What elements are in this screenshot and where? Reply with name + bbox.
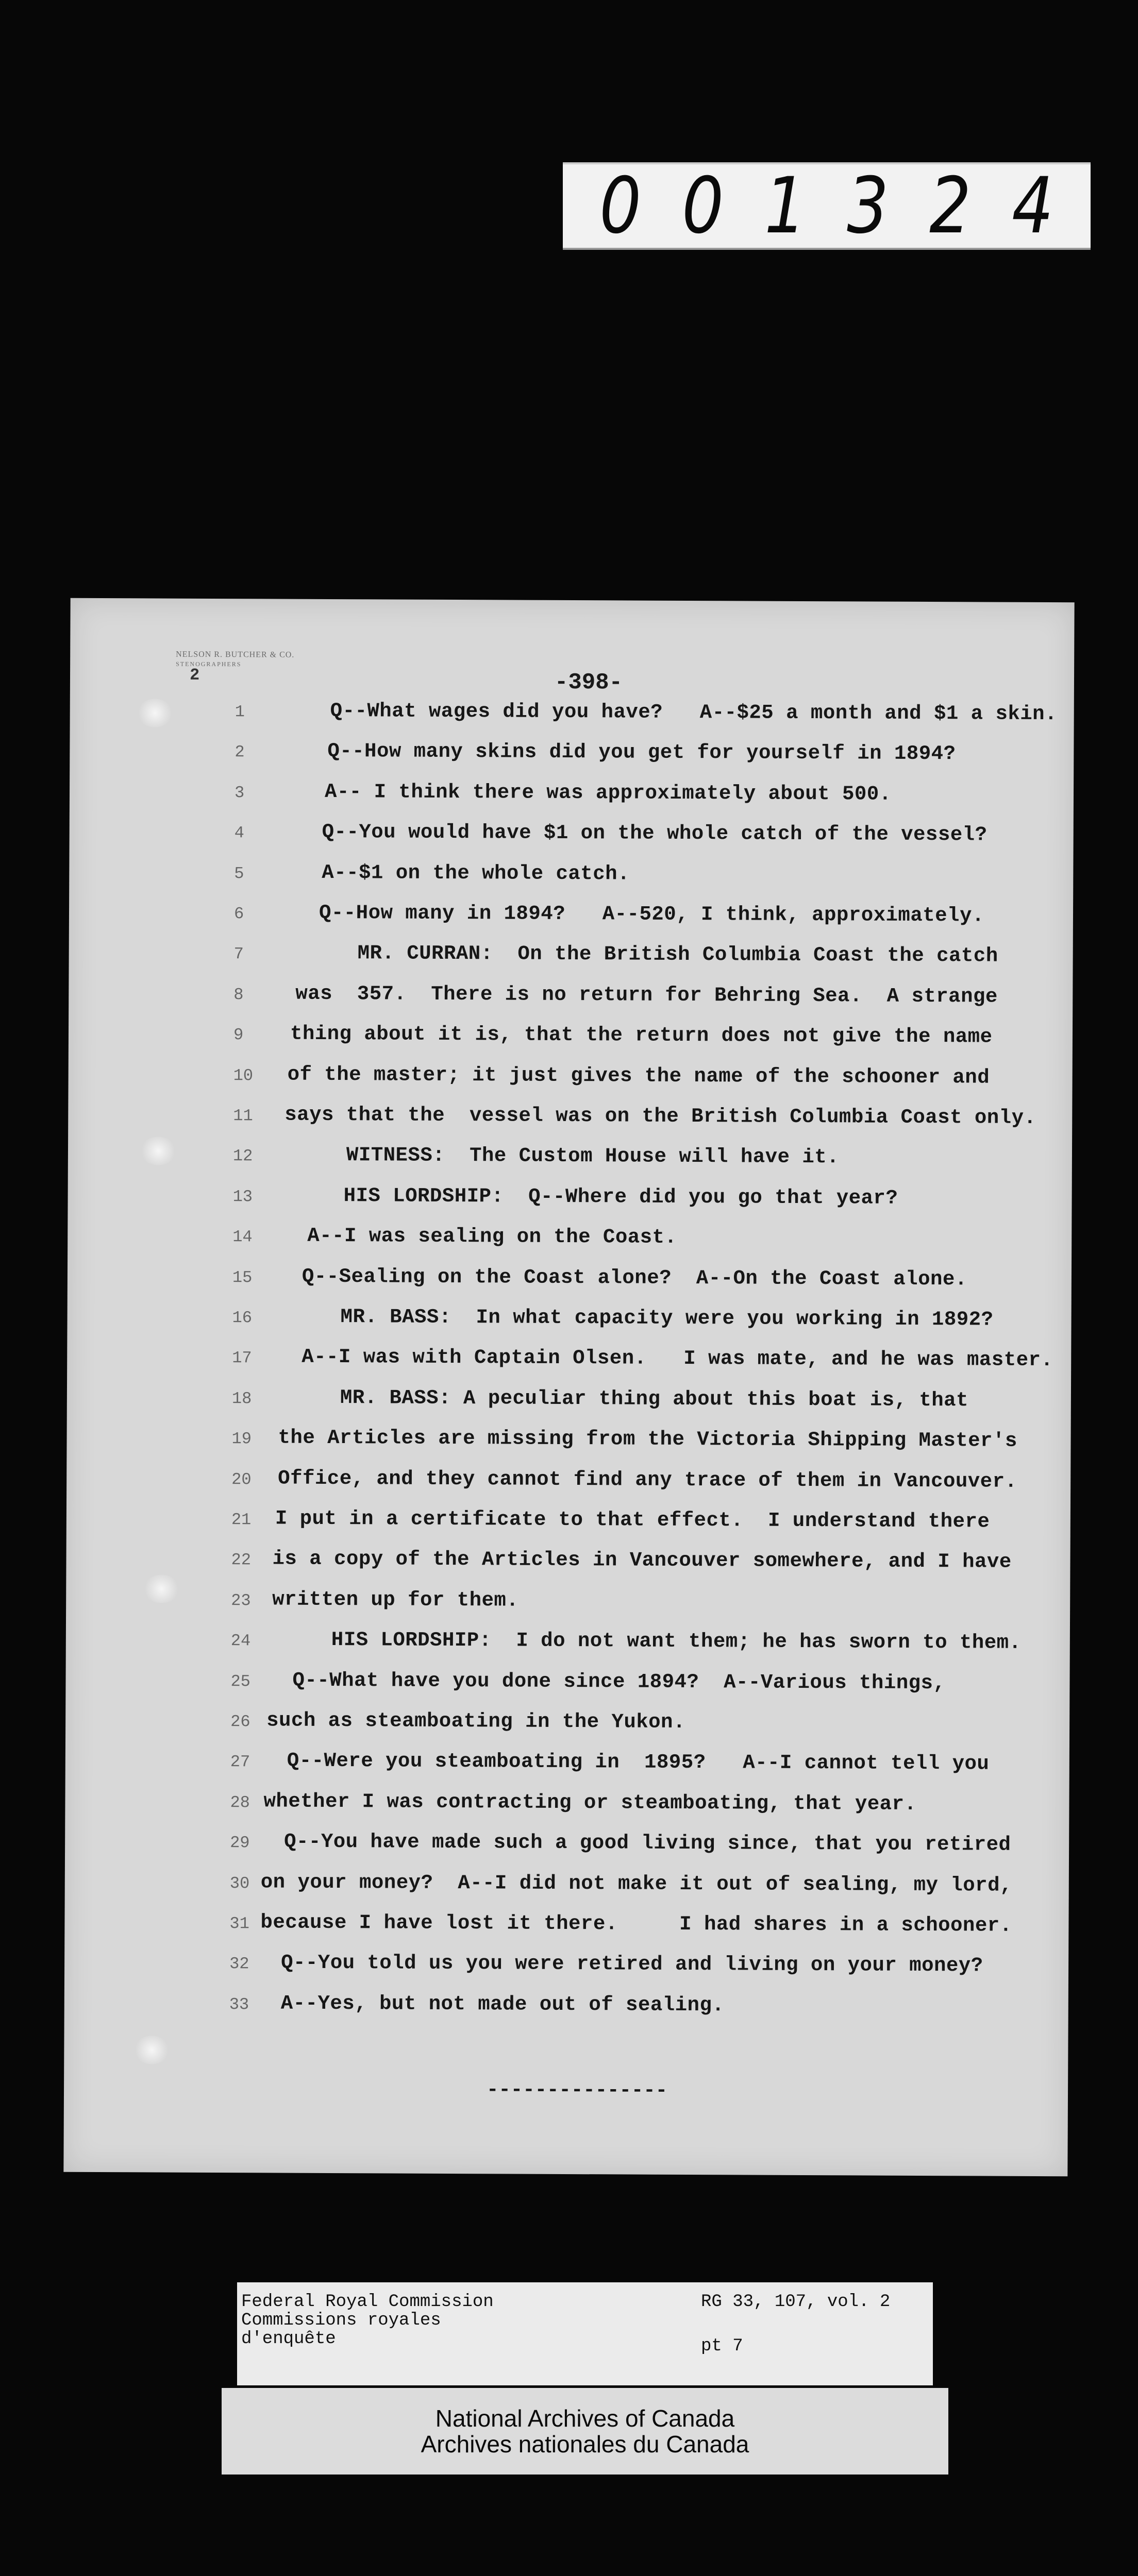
transcript-line: MR. BASS: In what capacity were you working in 1892? bbox=[340, 1306, 994, 1331]
punch-hole bbox=[140, 1137, 176, 1165]
commission-line-2: Commissions royales bbox=[241, 2311, 441, 2330]
transcript-page bbox=[63, 598, 1074, 2176]
transcript-line: Q--You have made such a good living since, that you retired bbox=[284, 1830, 1011, 1856]
line-number: 17 bbox=[232, 1348, 252, 1368]
line-number: 26 bbox=[230, 1712, 250, 1732]
line-number: 10 bbox=[233, 1065, 254, 1085]
frame-digit: 1 bbox=[764, 161, 807, 251]
transcript-line: A--Yes, but not made out of sealing. bbox=[280, 1992, 725, 2017]
transcript-line: MR. BASS: A peculiar thing about this boat is, that bbox=[340, 1386, 969, 1412]
transcript-line: is a copy of the Articles in Vancouver somewhere, and I have bbox=[272, 1547, 1012, 1574]
transcript-line: Q--How many skins did you get for yourself in 1894? bbox=[327, 740, 956, 766]
frame-digit: 0 bbox=[599, 161, 642, 251]
transcript-line: was 357. There is no return for Behring Sea. A strange bbox=[295, 982, 998, 1008]
frame-digit: 0 bbox=[682, 161, 724, 251]
line-number: 1 bbox=[235, 702, 245, 722]
line-number: 33 bbox=[229, 1994, 249, 2014]
line-number: 22 bbox=[231, 1550, 252, 1570]
transcript-line: Q--You would have $1 on the whole catch of the vessel? bbox=[322, 821, 988, 846]
line-number: 7 bbox=[233, 944, 244, 964]
transcript-line: A--I was sealing on the Coast. bbox=[307, 1224, 677, 1249]
line-number: 15 bbox=[232, 1267, 253, 1287]
transcript-line: A--I was with Captain Olsen. I was mate, and he was master. bbox=[302, 1346, 1053, 1372]
line-number: 6 bbox=[233, 904, 244, 924]
line-number: 28 bbox=[230, 1792, 250, 1812]
line-number: 23 bbox=[231, 1590, 251, 1611]
line-number: 30 bbox=[229, 1873, 250, 1893]
transcript-line: HIS LORDSHIP: I do not want them; he has sworn to them. bbox=[331, 1629, 1022, 1655]
line-number: 19 bbox=[231, 1429, 252, 1449]
transcript-line: such as steamboating in the Yukon. bbox=[266, 1709, 685, 1734]
line-number: 25 bbox=[230, 1671, 250, 1691]
commission-line-1: Federal Royal Commission bbox=[241, 2292, 494, 2312]
archives-label bbox=[222, 2388, 948, 2475]
transcript-line: Q--How many in 1894? A--520, I think, approximately. bbox=[319, 901, 984, 927]
line-number: 29 bbox=[230, 1833, 250, 1853]
line-number: 2 bbox=[235, 742, 245, 762]
transcript-line: Q--What have you done since 1894? A--Various things, bbox=[292, 1669, 946, 1694]
punch-hole bbox=[133, 2036, 170, 2064]
archives-name-french: Archives nationales du Canada bbox=[421, 2431, 749, 2458]
transcript-line: HIS LORDSHIP: Q--Where did you go that year? bbox=[343, 1184, 898, 1210]
page-number: -398- bbox=[554, 669, 623, 696]
end-rule: --------------- bbox=[486, 2078, 668, 2102]
archives-name-english: National Archives of Canada bbox=[435, 2405, 735, 2432]
line-number: 16 bbox=[232, 1308, 253, 1328]
transcript-line: says that the vessel was on the British Columbia Coast only. bbox=[284, 1103, 1036, 1129]
line-number: 13 bbox=[232, 1187, 253, 1207]
line-number: 31 bbox=[229, 1914, 249, 1934]
transcript-line: WITNESS: The Custom House will have it. bbox=[346, 1144, 840, 1169]
frame-digit: 2 bbox=[929, 161, 972, 251]
line-number: 3 bbox=[234, 783, 245, 803]
transcript-line: Q--You told us you were retired and living on your money? bbox=[281, 1951, 983, 1977]
transcript-line: Q--Were you steamboating in 1895? A--I cannot tell you bbox=[287, 1750, 990, 1775]
line-number: 27 bbox=[230, 1752, 250, 1772]
punch-hole bbox=[143, 1574, 179, 1603]
line-number: 20 bbox=[231, 1469, 252, 1489]
transcript-line: Q--Sealing on the Coast alone? A--On the Coast alone. bbox=[302, 1265, 967, 1291]
transcript-line: because I have lost it there. I had shares in a schooner. bbox=[260, 1911, 1012, 1937]
transcript-line: Q--What wages did you have? A--$25 a month and $1 a skin. bbox=[330, 699, 1058, 726]
part-number: pt 7 bbox=[701, 2336, 743, 2356]
transcript-line: A-- I think there was approximately about 500. bbox=[324, 780, 892, 806]
transcript-line: I put in a certificate to that effect. I understand there bbox=[275, 1507, 990, 1533]
line-number: 12 bbox=[232, 1146, 253, 1166]
line-number: 5 bbox=[234, 863, 244, 883]
transcript-line: whether I was contracting or steamboating, that year. bbox=[263, 1790, 917, 1816]
letterhead bbox=[176, 650, 346, 669]
frame-number-plate bbox=[563, 162, 1091, 250]
sheet-number: 2 bbox=[189, 665, 200, 685]
transcript-line: thing about it is, that the return does not give the name bbox=[290, 1022, 993, 1048]
transcript-line: MR. CURRAN: On the British Columbia Coast the catch bbox=[357, 942, 998, 968]
transcript-line: Office, and they cannot find any trace of them in Vancouver. bbox=[278, 1467, 1017, 1493]
transcript-line: of the master; it just gives the name of the schooner and bbox=[287, 1063, 990, 1089]
line-number: 18 bbox=[231, 1388, 252, 1409]
transcript-line: A--$1 on the whole catch. bbox=[322, 861, 630, 886]
commission-name bbox=[241, 2293, 494, 2348]
record-group-ref: RG 33, 107, vol. 2 bbox=[701, 2292, 891, 2312]
letterhead-role: STENOGRAPHERS bbox=[176, 660, 242, 668]
transcript-line: written up for them. bbox=[272, 1588, 519, 1612]
line-number: 8 bbox=[233, 985, 244, 1005]
frame-digit: 4 bbox=[1012, 161, 1054, 251]
line-number: 9 bbox=[233, 1025, 244, 1045]
transcript-line: on your money? A--I did not make it out of sealing, my lord, bbox=[260, 1870, 1013, 1897]
transcript-line: the Articles are missing from the Victoria Shipping Master's bbox=[278, 1426, 1017, 1452]
letterhead-name: NELSON R. BUTCHER & CO. bbox=[176, 650, 295, 659]
line-number: 4 bbox=[234, 823, 244, 843]
line-number: 24 bbox=[230, 1631, 251, 1651]
line-number: 21 bbox=[231, 1510, 252, 1530]
punch-hole bbox=[137, 699, 173, 727]
catalogue-label bbox=[237, 2282, 933, 2385]
line-number: 32 bbox=[229, 1954, 249, 1974]
line-number: 11 bbox=[233, 1106, 253, 1126]
line-number: 14 bbox=[232, 1227, 253, 1247]
commission-line-3: d'enquête bbox=[241, 2329, 336, 2349]
frame-digit: 3 bbox=[847, 161, 889, 251]
